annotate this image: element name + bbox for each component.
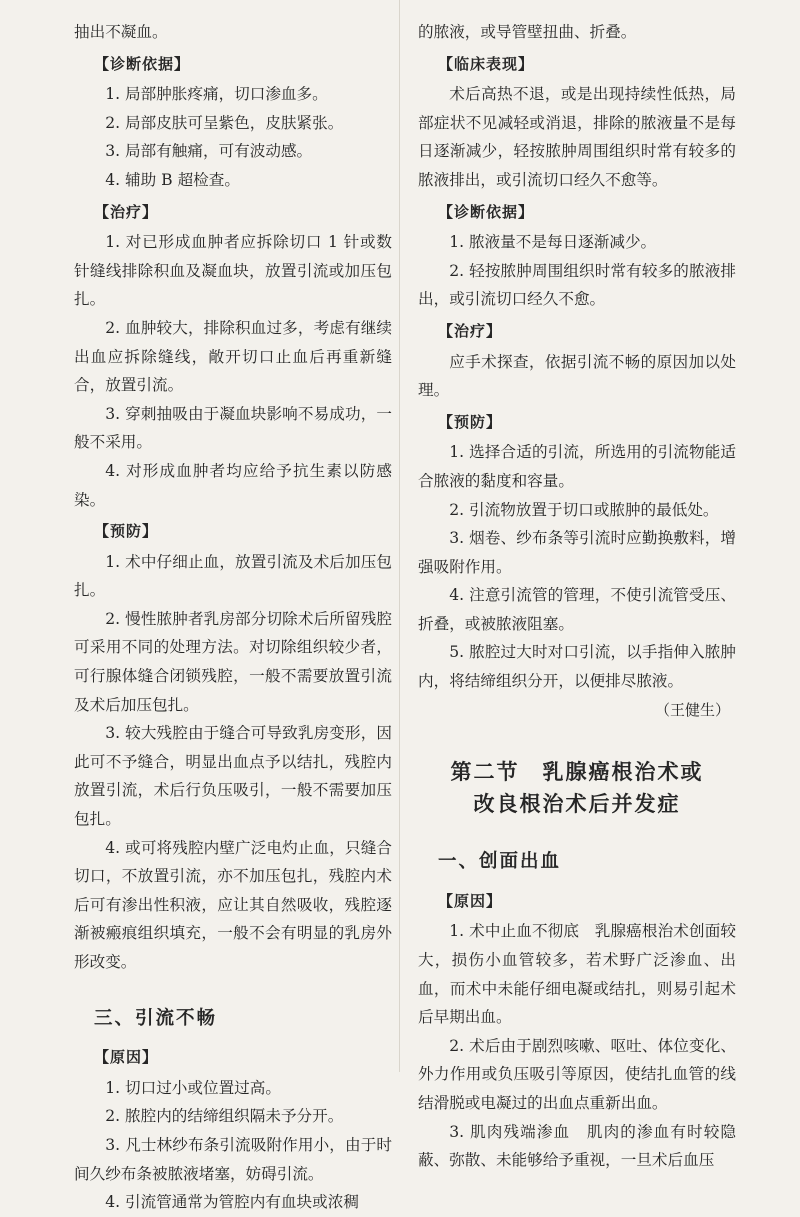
paragraph: 4. 引流管通常为管腔内有血块或浓稠 xyxy=(105,1193,359,1212)
paragraph: 1. 选择合适的引流，所选用的引流物能适合脓液的黏度和容量。 xyxy=(418,443,736,490)
section-heading: 【预防】 xyxy=(94,522,159,541)
author-credit: （王健生） xyxy=(654,700,730,719)
left-column xyxy=(74,18,392,1217)
paragraph: 1. 脓液量不是每日逐渐减少。 xyxy=(449,233,657,252)
paragraph: 应手术探查，依据引流不畅的原因加以处理。 xyxy=(418,352,736,400)
chapter-section-title: 第二节 乳腺癌根治术或 改良根治术后并发症 xyxy=(450,760,704,817)
right-column xyxy=(418,18,736,1175)
paragraph: 1. 术中止血不彻底 乳腺癌根治术创面较大，损伤小血管较多，若术野广泛渗血、出血，而术中未能仔细电凝或结扎，则易引起术后早期出血。 xyxy=(418,922,736,1027)
paragraph: 3. 凡士林纱布条引流吸附作用小，由于时间久纱布条被脓液堵塞，妨碍引流。 xyxy=(74,1135,392,1183)
paragraph: 2. 局部皮肤可呈紫色，皮肤紧张。 xyxy=(105,113,344,132)
subsection-title: 一、创面出血 xyxy=(438,851,562,873)
paragraph: 1. 切口过小或位置过高。 xyxy=(105,1078,281,1097)
paragraph: 4. 辅助 B 超检查。 xyxy=(105,170,240,189)
section-heading: 【治疗】 xyxy=(94,202,159,221)
paragraph: 2. 引流物放置于切口或脓肿的最低处。 xyxy=(449,500,719,519)
paragraph: 2. 慢性脓肿者乳房部分切除术后所留残腔可采用不同的处理方法。对切除组织较少者，可行腺体缝合闭锁残腔，一般不需要放置引流及术后加压包扎。 xyxy=(74,609,392,714)
paragraph: 4. 对形成血肿者均应给予抗生素以防感染。 xyxy=(74,461,392,509)
section-heading: 【原因】 xyxy=(94,1048,159,1067)
paragraph: 3. 烟卷、纱布条等引流时应勤换敷料，增强吸附作用。 xyxy=(418,529,736,576)
section-heading: 【预防】 xyxy=(438,412,503,431)
paragraph: 2. 轻按脓肿周围组织时常有较多的脓液排出，或引流切口经久不愈。 xyxy=(418,261,736,309)
paragraph: 3. 肌肉残端渗血 肌肉的渗血有时较隐蔽、弥散、未能够给予重视，一旦术后血压 xyxy=(418,1122,736,1170)
paragraph: 1. 局部肿胀疼痛，切口渗血多。 xyxy=(105,85,328,104)
paragraph: 3. 较大残腔由于缝合可导致乳房变形，因此可不予缝合，明显出血点予以结扎，残腔内放置引流，术后行负压吸引，一般不需要加压包扎。 xyxy=(74,724,392,829)
section-heading: 【临床表现】 xyxy=(438,54,535,73)
paragraph: 4. 注意引流管的管理，不使引流管受压、折叠，或被脓液阻塞。 xyxy=(418,586,736,633)
paragraph: 2. 脓腔内的结缔组织隔未予分开。 xyxy=(105,1107,344,1126)
section-heading: 【诊断依据】 xyxy=(94,54,191,73)
paragraph: 术后高热不退，或是出现持续性低热，局部症状不见减轻或消退，排除的脓液量不是每日逐渐减少，轻按脓肿周围组织时常有较多的脓液排出，或引流切口经久不愈等。 xyxy=(418,85,736,189)
section-heading: 【诊断依据】 xyxy=(438,202,535,221)
subsection-title: 三、引流不畅 xyxy=(94,1007,218,1029)
paragraph: 1. 术中仔细止血，放置引流及术后加压包扎。 xyxy=(74,552,392,600)
paragraph: 抽出不凝血。 xyxy=(74,23,168,41)
paragraph: 2. 血肿较大，排除积血过多，考虑有继续出血应拆除缝线，敞开切口止血后再重新缝合，放置引流。 xyxy=(74,318,392,395)
paragraph: 的脓液，或导管壁扭曲、折叠。 xyxy=(418,23,637,41)
section-heading: 【治疗】 xyxy=(438,321,503,340)
section-heading: 【原因】 xyxy=(438,891,503,910)
paragraph: 3. 穿刺抽吸由于凝血块影响不易成功，一般不采用。 xyxy=(74,404,392,452)
paragraph: 3. 局部有触痛，可有波动感。 xyxy=(105,142,313,161)
paragraph: 5. 脓腔过大时对口引流，以手指伸入脓肿内，将结缔组织分开，以便排尽脓液。 xyxy=(418,643,736,691)
paragraph: 1. 对已形成血肿者应拆除切口 1 针或数针缝线排除积血及凝血块，放置引流或加压包扎。 xyxy=(74,233,392,309)
paragraph: 4. 或可将残腔内壁广泛电灼止血，只缝合切口，不放置引流，亦不加压包扎，残腔内术后可有渗出性积液，应让其自然吸收，残腔逐渐被瘢痕组织填充，一般不会有明显的乳房外形改变。 xyxy=(74,838,392,971)
column-divider xyxy=(399,0,400,1072)
paragraph: 2. 术后由于剧烈咳嗽、呕吐、体位变化、外力作用或负压吸引等原因，使结扎血管的线结滑脱或电凝过的出血点重新出血。 xyxy=(418,1036,736,1112)
